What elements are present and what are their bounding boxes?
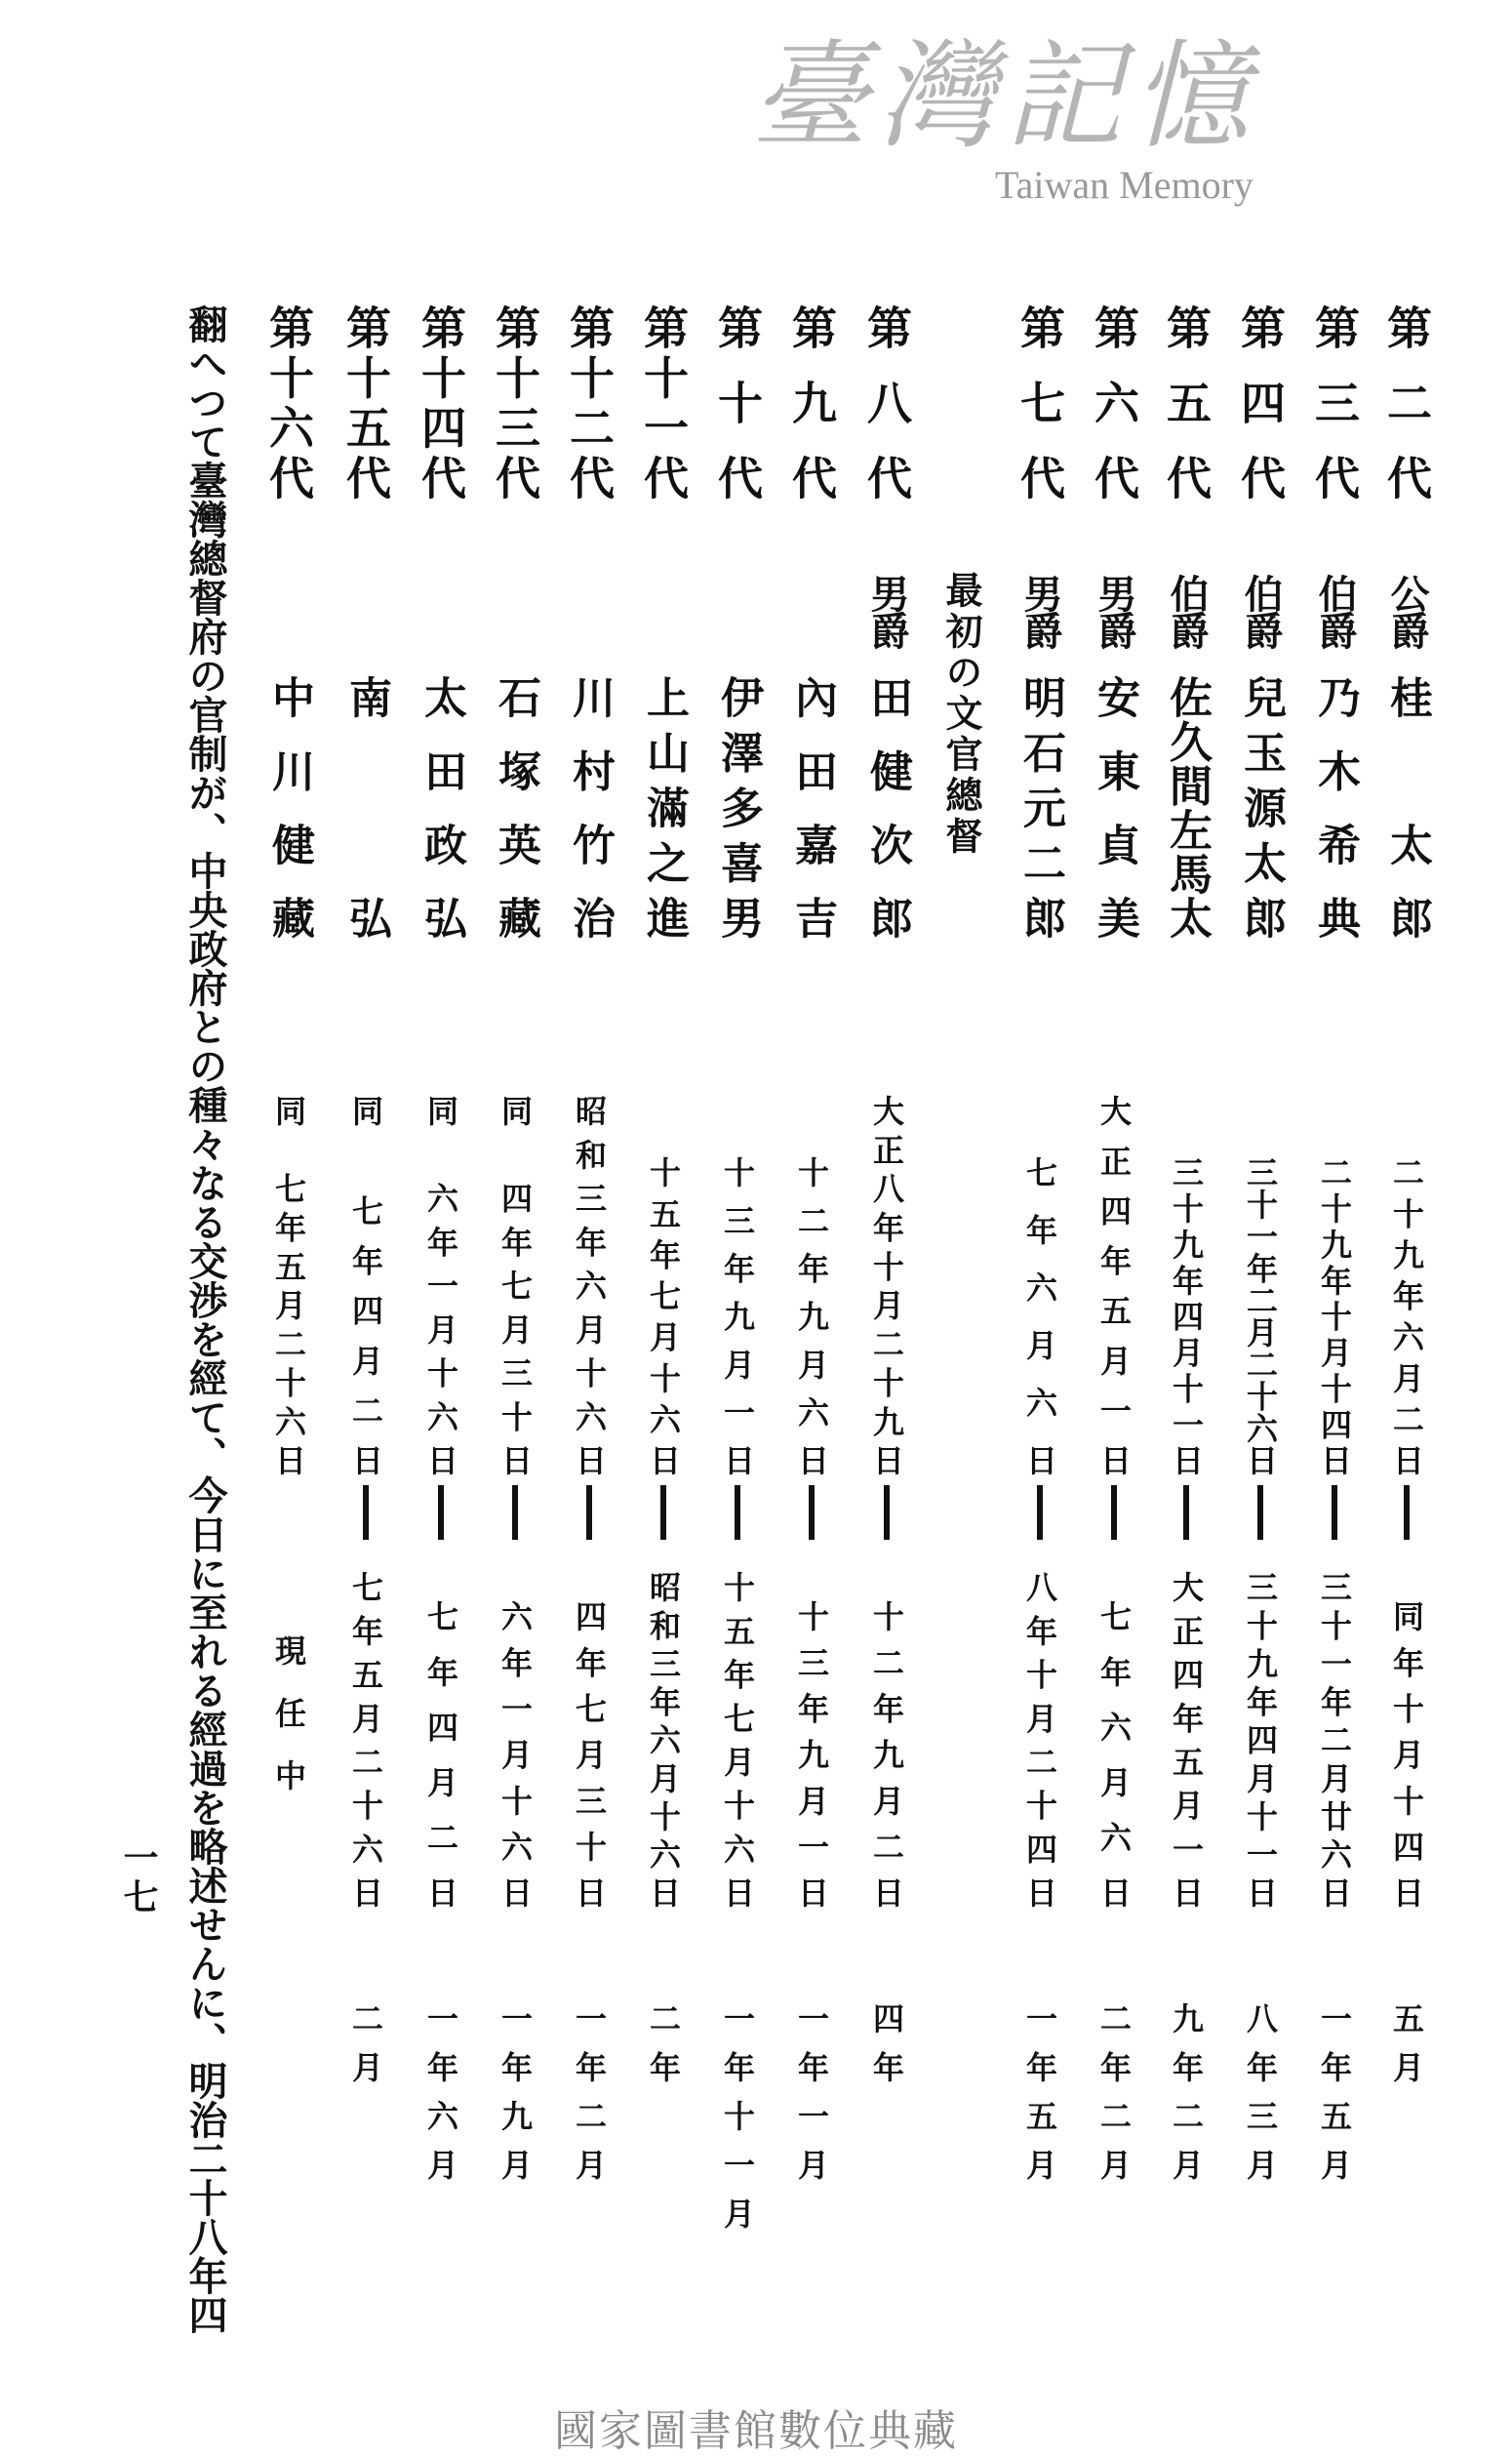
term-dash [586,1485,592,1540]
governor-name: 明石元二郎 [1015,675,1065,939]
watermark-chinese: 臺灣記憶 [751,29,1258,165]
page-number: 一七 [118,1839,159,1917]
term-dash [1183,1485,1189,1540]
governor-name: 佐久間左馬太 [1162,675,1212,939]
term-start-date: 大正四年五月一日 [1095,1095,1133,1475]
term-dash [660,1485,666,1540]
governor-name: 兒玉源太郎 [1236,675,1286,939]
governor-name: 乃木希典 [1310,675,1360,939]
governor-name: 上山滿之進 [639,675,689,939]
term-start-date: 同 四年七月三十日 [497,1095,534,1475]
governor-name: 太田政弘 [417,675,466,939]
term-end-date: 七年五月二十六日 [347,1571,384,1908]
term-end-date: 十三年九月一日 [793,1600,830,1908]
term-end-date: 三十九年四月十一日 [1242,1571,1279,1908]
term-dash [1037,1485,1043,1540]
governor-ordinal: 第三代 [1308,304,1361,500]
governor-ordinal: 第十五代 [339,304,392,500]
governor-rank: 男爵 [1017,574,1063,648]
term-end-date: 同年十月十四日 [1388,1600,1425,1908]
governor-name: 伊澤多喜男 [713,675,763,939]
governor-name: 中川健藏 [264,675,314,939]
term-dash [1111,1485,1117,1540]
governor-name: 南 弘 [341,675,391,939]
term-duration: 五月 [1388,2002,1425,2100]
governor-rank: 伯爵 [1164,574,1210,648]
term-start-date: 十三年九月一日 [719,1156,756,1475]
governor-ordinal: 第二代 [1380,304,1433,500]
footer-credit: 國家圖書館數位典藏 [554,2406,958,2456]
term-duration: 一年二月 [571,2002,608,2197]
term-duration: 二月 [347,2002,384,2100]
term-start-date: 同 七年四月二日 [347,1095,384,1475]
governor-ordinal: 第十二代 [563,304,616,500]
term-duration: 九年二月 [1168,2002,1205,2197]
term-dash [1332,1485,1337,1540]
term-duration: 一年五月 [1316,2002,1353,2197]
governor-rank: 男爵 [864,574,910,648]
term-dash [363,1485,369,1540]
term-dash [1257,1485,1263,1540]
term-start-date: 十五年七月十六日 [645,1156,682,1475]
term-start-date: 三十九年四月十一日 [1168,1156,1205,1475]
term-start-date: 二十九年十月十四日 [1316,1156,1353,1475]
term-end-date: 六年一月十六日 [497,1600,534,1908]
governor-ordinal: 第十代 [711,304,764,500]
term-duration: 一年十一月 [719,2002,756,2246]
term-end-date: 七年四月二日 [422,1600,459,1908]
watermark-english: Taiwan Memory [995,163,1253,207]
term-start-date: 二十九年六月二日 [1388,1156,1425,1475]
term-end-date: 現任中 [270,1634,307,1791]
term-end-date: 八年十月二十四日 [1021,1571,1058,1908]
term-duration: 一年九月 [497,2002,534,2197]
governor-name: 安東貞美 [1090,675,1139,939]
governor-name: 田健次郎 [862,675,912,939]
governor-ordinal: 第九代 [785,304,838,500]
governor-ordinal: 第五代 [1160,304,1213,500]
governor-rank: 伯爵 [1238,574,1284,648]
governor-ordinal: 第八代 [860,304,913,500]
governor-rank: 伯爵 [1312,574,1358,648]
term-dash [1404,1485,1410,1540]
governor-ordinal: 第十三代 [489,304,541,500]
term-duration: 四年 [868,2002,905,2100]
term-end-date: 昭和三年六月十六日 [645,1571,682,1908]
term-start-date: 十二年九月六日 [793,1156,830,1475]
governor-ordinal: 第四代 [1234,304,1287,500]
term-dash [809,1485,815,1540]
term-duration: 八年三月 [1242,2002,1279,2197]
term-duration: 二年 [645,2002,682,2100]
watermark [751,29,1258,207]
governor-rank: 公爵 [1384,574,1430,648]
term-duration: 二年二月 [1095,2002,1133,2197]
term-start-date: 同 六年一月十六日 [422,1095,459,1475]
governor-rank: 男爵 [1092,574,1137,648]
term-duration: 一年一月 [793,2002,830,2197]
term-duration: 一年五月 [1021,2002,1058,2197]
term-end-date: 大正四年五月一日 [1168,1571,1205,1908]
governor-ordinal: 第六代 [1088,304,1140,500]
term-start-date: 三十一年二月二十六日 [1242,1156,1279,1475]
term-duration: 一年六月 [422,2002,459,2197]
governor-name: 內田嘉吉 [787,675,837,939]
term-end-date: 四年七月三十日 [571,1600,608,1908]
term-end-date: 十五年七月十六日 [719,1571,756,1908]
term-start-date: 昭和三年六月十六日 [571,1095,608,1475]
body-paragraph: 翻へつて臺灣總督府の官制が、中央政府との種々なる交渉を經て、今日に至れる經過を略述せんに、明治二十八年四 [182,304,228,2334]
term-end-date: 十二年九月二日 [868,1600,905,1908]
term-start-date: 七年六月六日 [1021,1156,1058,1475]
governor-ordinal: 第十四代 [415,304,467,500]
term-dash [884,1485,890,1540]
governor-ordinal: 第十六代 [262,304,315,500]
governor-name: 石塚英藏 [491,675,540,939]
governor-ordinal: 第十一代 [637,304,690,500]
term-start-date: 同 七年五月二十六日 [270,1095,307,1475]
term-end-date: 三十一年二月廿六日 [1316,1571,1353,1908]
term-end-date: 七年六月六日 [1095,1600,1133,1908]
governor-ordinal: 第七代 [1014,304,1066,500]
term-dash [512,1485,518,1540]
term-dash [735,1485,740,1540]
governor-name: 桂 太郎 [1382,675,1432,939]
term-dash [438,1485,444,1540]
term-start-date: 大正八年十月二十九日 [868,1095,905,1475]
section-heading: 最初の文官總督 [939,571,983,854]
governor-name: 川村竹治 [565,675,615,939]
